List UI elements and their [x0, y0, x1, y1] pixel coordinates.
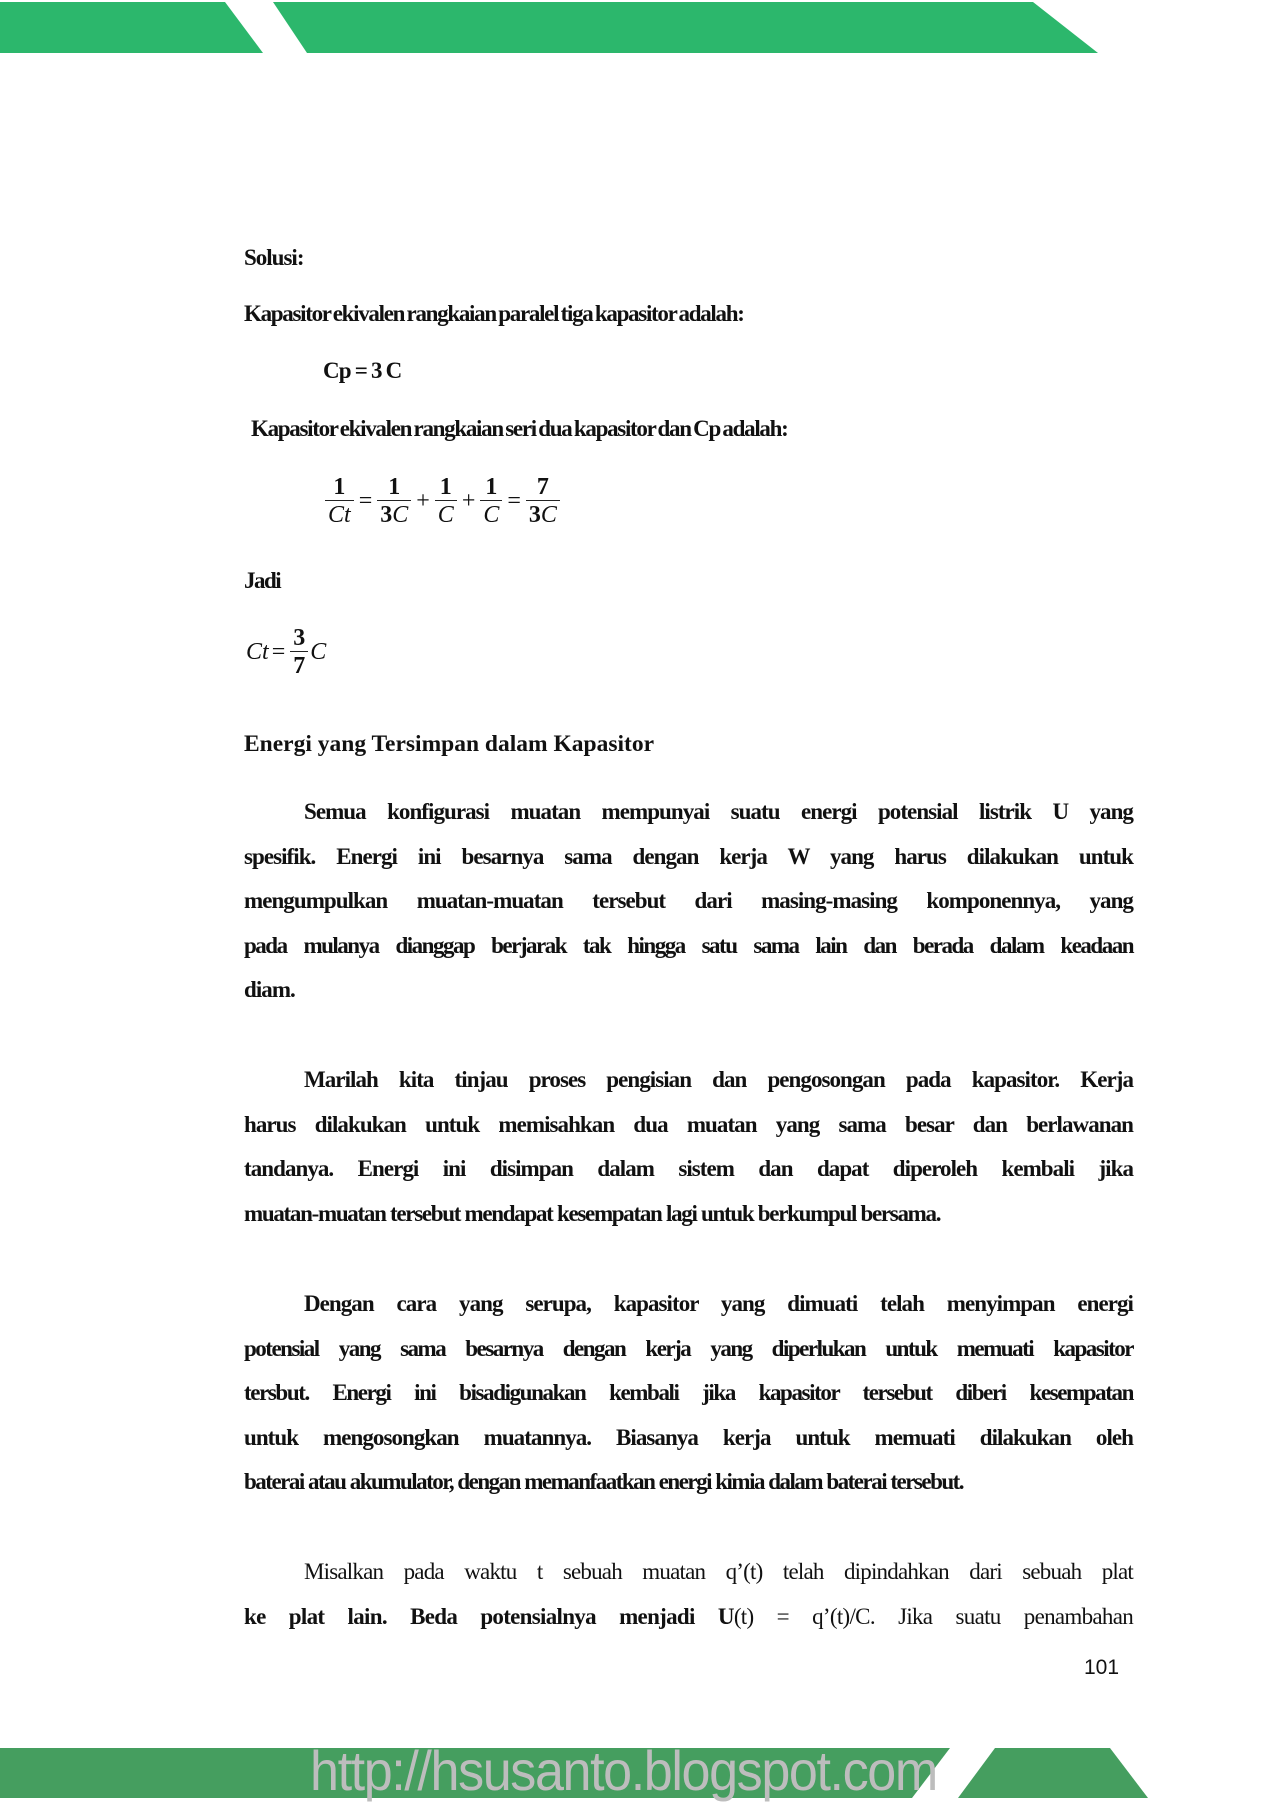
series-equation [323, 474, 562, 529]
denominator: 7 [293, 653, 306, 680]
numerator: 7 [536, 474, 549, 500]
equals-sign: = [271, 639, 286, 666]
paragraph-line: tandanya. Energi ini disimpan dalam sistem dan dapat diperoleh kembali jika [244, 1156, 1133, 1182]
result-rhs: C [310, 639, 327, 666]
paragraph-line: baterai atau akumulator, dengan memanfaatkan energi kimia dalam baterai tersebut. [244, 1469, 964, 1495]
denominator-coefficient: 3 [528, 502, 541, 529]
solusi-label: Solusi: [244, 245, 304, 270]
paragraph-4 [244, 1550, 1133, 1639]
paragraph-line: mengumpulkan muatan-muatan tersebut dari masing-masing komponennya, yang [244, 888, 1133, 914]
numerator: 1 [439, 474, 452, 500]
denominator-variable: C [483, 502, 500, 529]
denominator-variable: C [392, 502, 409, 529]
paragraph-line: Misalkan pada waktu t sebuah muatan q’(t) telah dipindahkan dari sebuah plat [304, 1559, 1133, 1584]
numerator: 1 [333, 474, 346, 500]
numerator: 1 [388, 474, 401, 500]
paragraph-line: potensial yang sama besarnya dengan kerja yang diperlukan untuk memuati kapasitor [244, 1335, 1133, 1361]
paragraph-line: Marilah kita tinjau proses pengisian dan pengosongan pada kapasitor. Kerja [304, 1067, 1133, 1092]
jadi-label: Jadi [244, 568, 281, 593]
denominator-variable: C [437, 502, 454, 529]
paragraph-line: muatan-muatan tersebut mendapat kesempatan lagi untuk berkumpul bersama. [244, 1200, 941, 1226]
fraction-lhs [325, 474, 354, 529]
fraction-result [526, 474, 560, 529]
numerator: 1 [485, 474, 498, 500]
equals-sign: = [507, 488, 521, 515]
paragraph-line: harus dilakukan untuk memisahkan dua muatan yang sama besar dan berlawanan [244, 1111, 1133, 1137]
result-equation [246, 625, 326, 680]
paragraph-line: untuk mengosongkan muatannya. Biasanya kerja untuk memuati dilakukan oleh [244, 1424, 1133, 1450]
numerator: 3 [293, 625, 306, 651]
paragraph-line: diam. [244, 977, 295, 1003]
top-banner [0, 0, 1272, 56]
plus-sign: + [461, 488, 476, 515]
fraction-term-1 [377, 474, 411, 529]
paragraph-line: Semua konfigurasi muatan mempunyai suatu energi potensial listrik U yang [304, 799, 1133, 824]
denominator-variable: C [540, 502, 557, 529]
watermark-url: http://hsusanto.blogspot.com [310, 1739, 937, 1802]
parallel-intro-text: Kapasitor ekivalen rangkaian paralel tiga kapasitor adalah: [244, 301, 744, 326]
plus-sign: + [416, 488, 430, 515]
bold-segment: ke plat lain. Beda potensialnya menjadi U [244, 1603, 734, 1629]
denominator-coefficient: 3 [380, 502, 393, 529]
top-banner-shape [0, 0, 1272, 56]
series-intro-text: Kapasitor ekivalen rangkaian seri dua kapasitor dan Cp adalah: [251, 416, 788, 441]
paragraph-3 [244, 1282, 1133, 1505]
result-lhs: Ct [246, 639, 269, 666]
cp-equation: Cp = 3 C [323, 358, 402, 383]
paragraph-line: spesifik. Energi ini besarnya sama dengan kerja W yang harus dilakukan untuk [244, 843, 1133, 869]
fraction-term-3 [480, 474, 502, 529]
equals-sign: = [358, 488, 373, 515]
denominator: Ct [328, 502, 351, 529]
fraction-three-sevenths [290, 625, 308, 680]
paragraph-2 [244, 1058, 1133, 1236]
regular-segment: (t) = q’(t)/C. Jika suatu penambahan [733, 1603, 1134, 1629]
fraction-term-2 [435, 474, 457, 529]
paragraph-line: pada mulanya dianggap berjarak tak hingga satu sama lain dan berada dalam keadaan [244, 932, 1133, 958]
section-heading: Energi yang Tersimpan dalam Kapasitor [244, 731, 654, 757]
page-number: 101 [1084, 1656, 1120, 1679]
paragraph-1 [244, 790, 1133, 1013]
paragraph-line: tersbut. Energi ini bisadigunakan kembali jika kapasitor tersebut diberi kesempatan [244, 1380, 1133, 1406]
paragraph-line: Dengan cara yang serupa, kapasitor yang dimuati telah menyimpan energi [304, 1291, 1133, 1316]
paragraph-line [244, 1595, 1133, 1640]
